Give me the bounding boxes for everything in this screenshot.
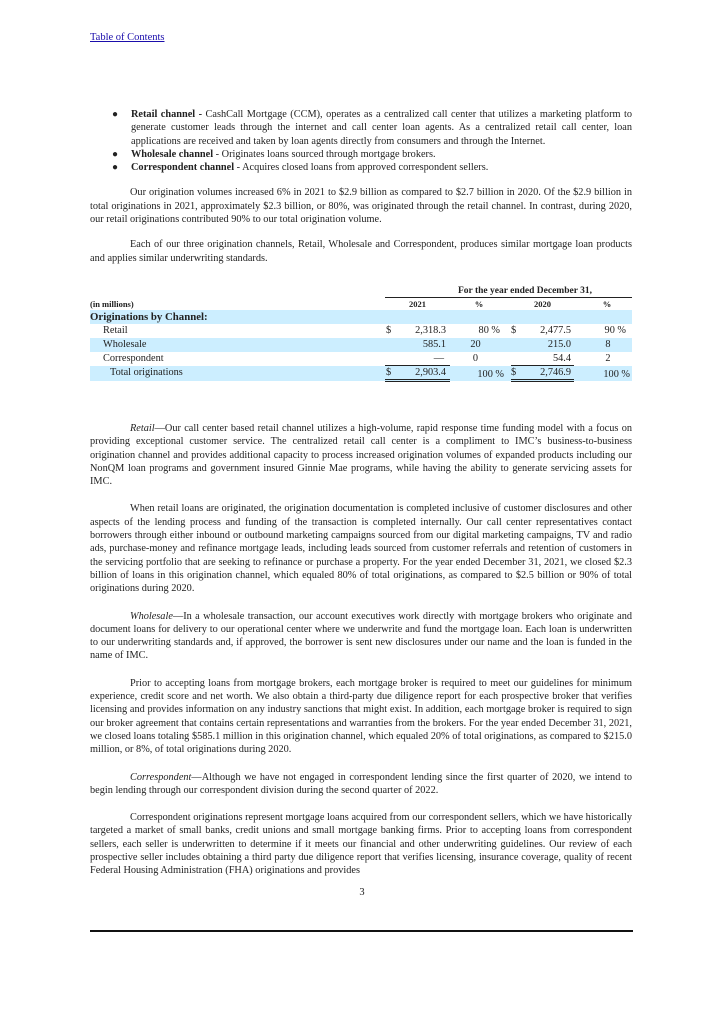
bullet-retail-channel <box>90 108 632 148</box>
bullet-icon: ● <box>112 162 119 174</box>
table-row <box>90 338 632 352</box>
table-total-row <box>90 366 632 381</box>
retail-text: Our call center based retail channel utilizes a high-volume, rapid response time funding model with a focus on providing exceptional customer service. The centralized retail call center is a compliment to IMC’s business-to-business origination channel and provides additional capacity to process increased origination volumes of expanded products including our NonQM loan programs and government insured Ginnie Mae programs, while having the ability to generate servicing assets for IMC. <box>90 422 632 488</box>
section-label: Originations by Channel: <box>90 310 208 323</box>
wholesale-text: In a wholesale transaction, our account executives work directly with mortgage brokers who originate and document loans for delivery to our operational center where we underwrite and fund the mortgage loan. Each loan is underwritten to our underwriting standards and, if approved, the borrower is sent new disclosures under our name and the loan is funded in the name of IMC. <box>90 610 632 662</box>
value-2020: 54.4 <box>552 352 571 364</box>
correspondent-dash: — <box>191 771 202 783</box>
value-2021: 2,318.3 <box>415 324 446 336</box>
period-header: For the year ended December 31, <box>457 285 593 296</box>
currency-symbol: $ <box>386 366 392 378</box>
table-row <box>90 324 632 338</box>
wholesale-dash: — <box>172 610 184 622</box>
paragraph-origination-channels: Each of our three origination channels, Retail, Wholesale and Correspondent, produces similar mortgage loan products and applies similar underwriting standards. <box>90 239 632 264</box>
wholesale-lead: Wholesale <box>130 610 173 622</box>
column-header-2020: 2020 <box>511 298 574 311</box>
paragraph-correspondent-sellers: Correspondent originations represent mortgage loans acquired from our correspondent sellers, which we have historically targeted a market of small banks, credit unions and small mortgage banking firms. Prior to accepting loans from correspondent sellers, each seller is underwritten to determine if it meets our financial and other underwriting guidelines. Our review of each prospective seller includes obtaining a third party due diligence report that verifies licensing, insurance coverage, quality of recent Federal Housing Administration (FHA) originations and provides <box>90 812 632 877</box>
bullet-separator: - <box>195 109 206 120</box>
table-column-header-row <box>90 298 632 310</box>
table-row <box>90 352 632 366</box>
column-header-pct-2020: % <box>582 298 632 311</box>
retail-lead: Retail <box>130 422 155 434</box>
table-of-contents-link[interactable]: Table of Contents <box>90 32 165 43</box>
paragraph-correspondent-intro <box>90 771 632 798</box>
bullet-term: Correspondent channel <box>131 162 235 174</box>
table-period-header-row <box>90 284 632 298</box>
correspondent-lead: Correspondent <box>130 771 192 783</box>
pct-2021: 20 <box>470 338 481 350</box>
total-label: Total originations <box>110 366 183 378</box>
pct-2021: 80 % <box>478 324 500 336</box>
bullet-wholesale-channel <box>90 148 632 161</box>
channel-bullet-list <box>90 108 632 174</box>
paragraph-retail-process: When retail loans are originated, the origination documentation is completed inclusive of customer disclosures and other aspects of the lending process and funding of the transaction is completed internally. Our call center representatives contact borrowers through either inbound or outbound marketing campaigns sourced from our digital marketing campaigns, TV and radio ads, purchase-money and refinance mortgage leads, including leads sourced from customer referrals and retention of customers in the servicing portfolio that are seeking to refinance or purchase a property. For the year ended December 31, 2021, we closed $2.3 billion of loans in this origination channel, which equaled 80% of total originations, as compared to $2.5 billion or 90% of total originations during 2020. <box>90 503 632 595</box>
column-header-pct-2021: % <box>454 298 504 311</box>
page-number: 3 <box>359 887 365 898</box>
page-content <box>90 108 632 878</box>
table-section-row <box>90 310 632 324</box>
paragraph-wholesale-intro <box>90 610 632 663</box>
paragraph-wholesale-brokers: Prior to accepting loans from mortgage brokers, each mortgage broker is required to meet our guidelines for minimum experience, credit score and net worth. We also obtain a third-party due diligence report for each prospective broker that verifies licensing and provides information on any industry sanctions that might exist. In addition, each mortgage broker is required to sign our broker agreement that contains certain representations and warranties from the brokers. For the year ended December 31, 2021, we closed loans totaling $585.1 million in this origination channel, which equaled 20% of total originations, as compared to $215.0 million, or 8%, of total originations during 2020. <box>90 677 632 756</box>
bullet-correspondent-channel <box>90 161 632 174</box>
row-label: Wholesale <box>103 338 147 350</box>
paragraph-origination-volumes: Our origination volumes increased 6% in 2021 to $2.9 billion as compared to $2.7 billion in 2020. Of the $2.9 billion in total originations in 2021, approximately $2.3 billion, or 80%, was originated through the retail channel. In contrast, during 2020, our retail originations contributed 90% to our total origination volume. <box>90 187 632 226</box>
originations-table <box>90 284 632 381</box>
pct-2020: 90 % <box>604 324 626 336</box>
pct-2021: 0 <box>472 352 479 364</box>
currency-symbol: $ <box>386 324 392 336</box>
column-header-2021: 2021 <box>385 298 450 311</box>
currency-symbol: $ <box>511 324 517 336</box>
total-pct-2020: 100 % <box>603 368 630 380</box>
bullet-separator: - <box>213 148 222 160</box>
row-label: Retail <box>103 324 128 336</box>
value-2020: 2,477.5 <box>540 324 571 336</box>
total-2021: 2,903.4 <box>415 366 446 378</box>
unit-label: (in millions) <box>90 298 134 309</box>
bullet-icon: ● <box>112 148 119 160</box>
paragraph-retail-intro <box>90 422 632 488</box>
total-2020: 2,746.9 <box>540 366 571 378</box>
bullet-term: Wholesale channel <box>131 148 214 160</box>
bullet-text: CashCall Mortgage (CCM), operates as a centralized call center that utilizes a marketing platform to generate customer leads through the internet and call center loan agents. As a centralized retail call center, loan applications are received and taken by loan agents directly from consumers and through the Internet. <box>131 109 633 147</box>
bullet-term: Retail channel <box>131 109 196 120</box>
pct-2020: 8 <box>605 338 611 350</box>
row-label: Correspondent <box>103 352 164 364</box>
value-2021: — <box>433 352 444 364</box>
bullet-text: Originates loans sourced through mortgage brokers. <box>221 148 436 160</box>
value-2021: 585.1 <box>422 338 446 350</box>
correspondent-text: Although we have not engaged in correspondent lending since the first quarter of 2020, we intend to begin lending through our correspondent division during the second quarter of 2022. <box>90 771 632 796</box>
retail-dash: — <box>154 422 165 434</box>
footer-rule <box>90 930 633 932</box>
value-2020: 215.0 <box>547 338 571 350</box>
currency-symbol: $ <box>511 366 517 378</box>
bullet-separator: - <box>234 162 243 174</box>
pct-2020: 2 <box>605 352 611 364</box>
bullet-icon: ● <box>112 109 119 120</box>
total-pct-2021: 100 % <box>477 368 504 380</box>
bullet-text: Acquires closed loans from approved correspondent sellers. <box>242 162 489 174</box>
